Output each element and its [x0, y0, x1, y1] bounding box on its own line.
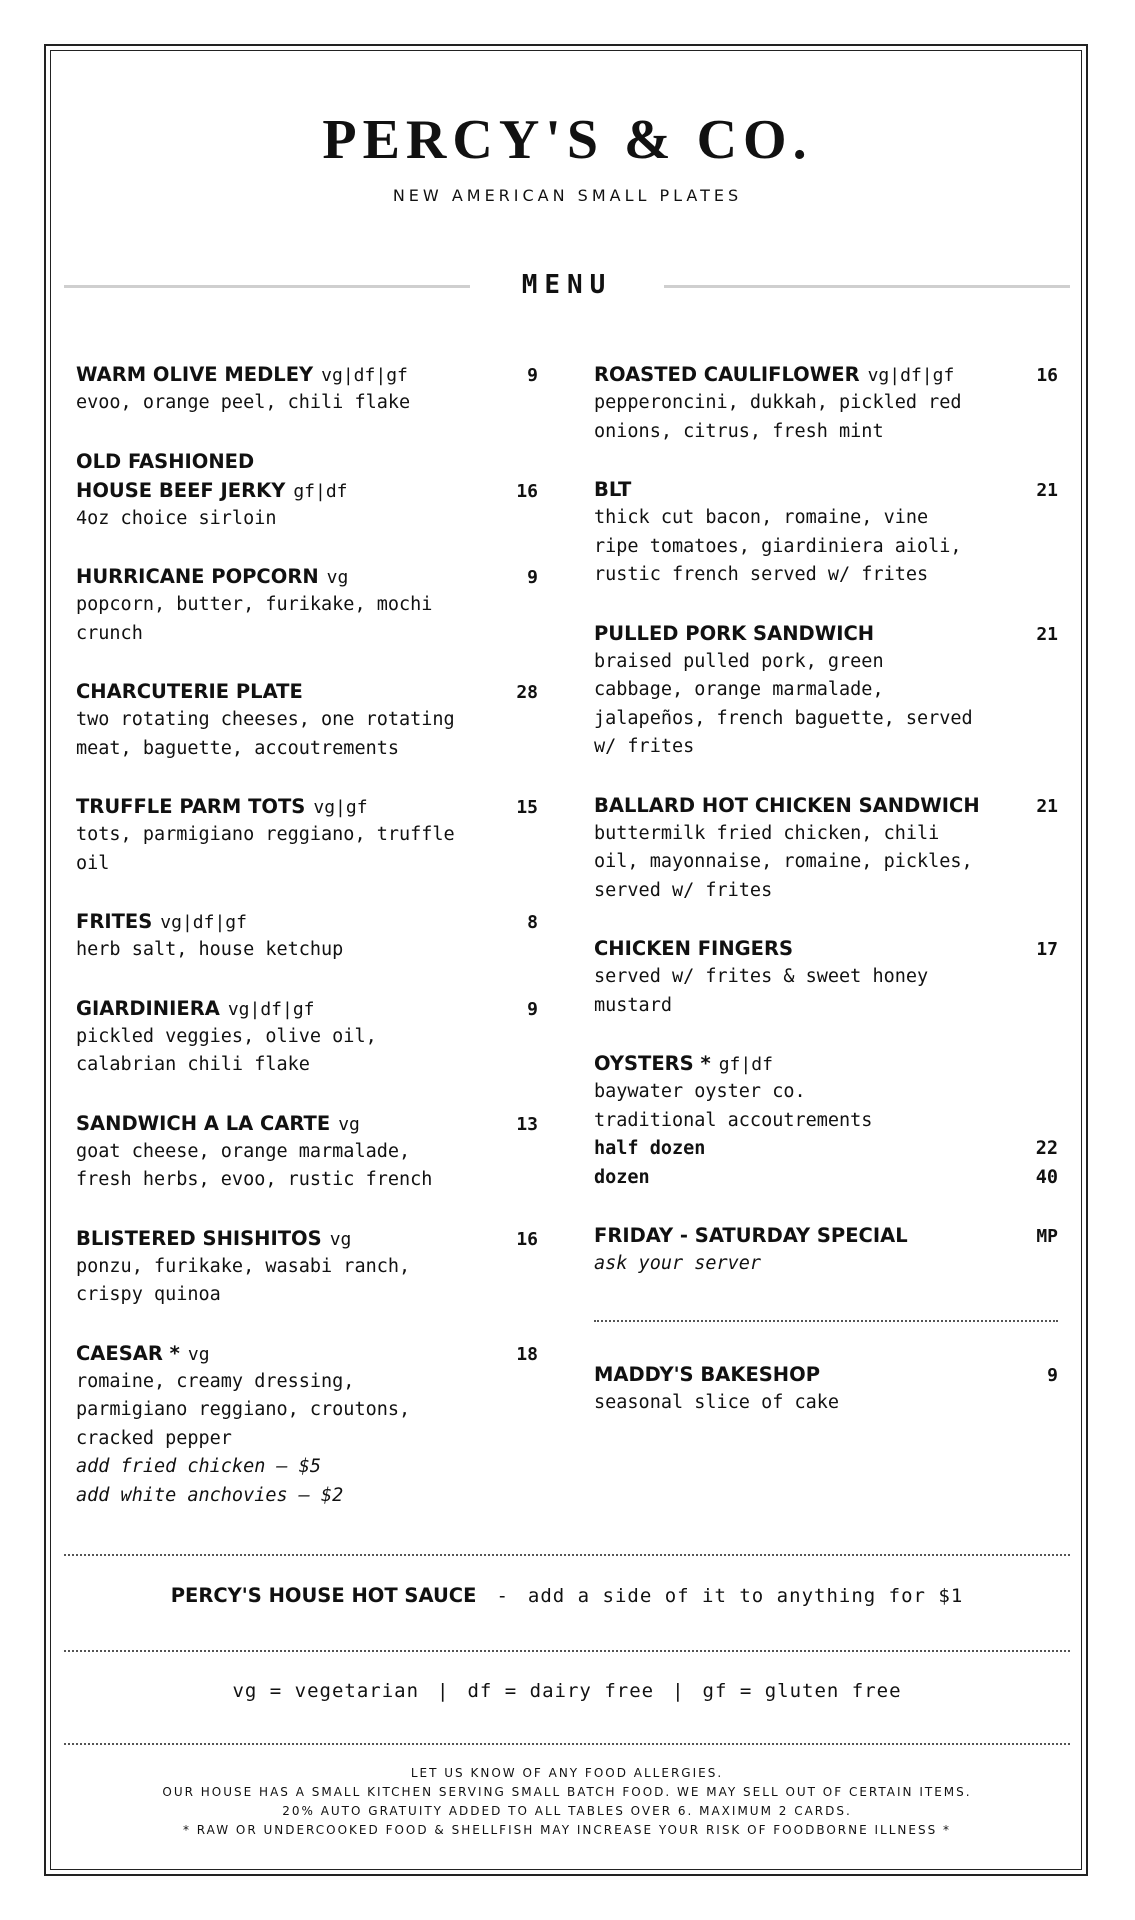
item-price: 16 — [1036, 365, 1058, 386]
item-name: WARM OLIVE MEDLEY vg|df|gf — [76, 363, 408, 386]
item-price: 21 — [1036, 480, 1058, 501]
menu-item — [594, 934, 1058, 1020]
footer-line: * RAW OR UNDERCOOKED FOOD & SHELLFISH MAY INCREASE YOUR RISK OF FOODBORNE ILLNESS * — [182, 1823, 952, 1837]
menu-item — [76, 792, 538, 878]
menu-item — [594, 1360, 1058, 1418]
item-name: ROASTED CAULIFLOWER vg|df|gf — [594, 363, 955, 386]
item-name: CHARCUTERIE PLATE — [76, 680, 303, 703]
hot-sauce-separator: - — [496, 1585, 508, 1607]
item-name: PULLED PORK SANDWICH — [594, 621, 875, 645]
menu-item — [76, 562, 538, 648]
item-price: 15 — [516, 797, 538, 818]
item-description: herb salt, house ketchup — [76, 939, 344, 960]
footer-line: OUR HOUSE HAS A SMALL KITCHEN SERVING SMALL BATCH FOOD. WE MAY SELL OUT OF CERTAIN ITEMS. — [162, 1785, 972, 1799]
menu-item — [594, 1049, 1058, 1192]
menu-item — [594, 619, 1058, 762]
item-name: BLISTERED SHISHITOS vg — [76, 1226, 352, 1250]
legend-separator: | — [672, 1680, 685, 1702]
item-name: SANDWICH A LA CARTE vg — [76, 1111, 360, 1135]
menu-item — [594, 475, 1058, 590]
item-description: thick cut bacon, romaine, vine ripe tomatoes, giardiniera aioli, rustic french served w/ frites — [594, 507, 962, 585]
menu-item — [594, 1221, 1058, 1279]
menu-item — [76, 1109, 538, 1195]
bakeshop-section — [594, 1360, 1058, 1447]
item-name: OYSTERS * gf|df — [594, 1052, 773, 1075]
item-price: 17 — [1036, 939, 1058, 960]
diet-tags: vg — [326, 567, 349, 588]
item-name: HURRICANE POPCORN vg — [76, 565, 349, 588]
item-price: 21 — [1036, 623, 1058, 645]
item-name: FRIDAY - SATURDAY SPECIAL — [594, 1224, 908, 1247]
menu-rule-right — [664, 285, 1070, 288]
menu-item — [76, 1224, 538, 1310]
menu-item — [76, 1339, 538, 1511]
hot-sauce-name: PERCY'S HOUSE HOT SAUCE — [170, 1584, 477, 1607]
menu-title: MENU — [521, 270, 613, 300]
item-price: 8 — [527, 912, 538, 933]
item-price: 21 — [1036, 795, 1058, 817]
item-price: 9 — [527, 567, 538, 588]
item-name: FRITES vg|df|gf — [76, 910, 247, 933]
item-description: 4oz choice sirloin — [76, 507, 277, 529]
diet-tags: vg|df|gf — [321, 365, 408, 386]
item-description: evoo, orange peel, chili flake — [76, 392, 411, 413]
menu-item — [76, 994, 538, 1080]
item-description: pickled veggies, olive oil, calabrian chili flake — [76, 1025, 377, 1075]
hot-sauce-text: add a side of it to anything for $1 — [527, 1585, 964, 1607]
item-price: 16 — [516, 480, 538, 502]
diet-tags: vg|df|gf — [867, 365, 955, 386]
menu-rule-left — [64, 285, 470, 288]
diet-legend — [64, 1680, 1070, 1702]
item-name: CAESAR * vg — [76, 1341, 210, 1365]
menu-item — [594, 360, 1058, 446]
divider — [64, 1650, 1070, 1652]
item-price: 9 — [527, 998, 538, 1020]
diet-tags: vg — [329, 1228, 352, 1250]
item-price: 13 — [516, 1113, 538, 1135]
footer-line: 20% AUTO GRATUITY ADDED TO ALL TABLES OVER 6. MAXIMUM 2 CARDS. — [282, 1804, 852, 1818]
hot-sauce-banner — [64, 1584, 1070, 1607]
item-price: 9 — [1047, 1365, 1058, 1386]
item-name: BLT — [594, 478, 632, 501]
menu-item — [76, 447, 538, 534]
menu-item — [76, 677, 538, 763]
tagline: NEW AMERICAN SMALL PLATES — [392, 186, 743, 205]
special-note: ask your server — [594, 1253, 762, 1274]
item-price: 9 — [527, 365, 538, 386]
item-name: MADDY'S BAKESHOP — [594, 1363, 820, 1386]
item-description: goat cheese, orange marmalade, fresh herbs, evoo, rustic french — [76, 1140, 433, 1190]
menu-item — [594, 791, 1058, 906]
item-name: GIARDINIERA vg|df|gf — [76, 996, 315, 1020]
item-description: baywater oyster co. traditional accoutrements — [594, 1081, 873, 1131]
right-menu-column — [594, 360, 1058, 1308]
item-description: seasonal slice of cake — [594, 1392, 840, 1413]
item-name: CHICKEN FINGERS — [594, 937, 794, 960]
diet-tags: vg|gf — [313, 797, 368, 818]
add-on-note: add fried chicken — $5 — [76, 1456, 322, 1477]
item-price: 28 — [516, 682, 538, 703]
menu-item — [76, 360, 538, 418]
item-name: BALLARD HOT CHICKEN SANDWICH — [594, 793, 980, 817]
menu-item — [76, 907, 538, 965]
legend-gf: gf = gluten free — [702, 1680, 902, 1702]
item-description: pepperoncini, dukkah, pickled red onions, citrus, fresh mint — [594, 392, 962, 442]
item-name: HOUSE BEEF JERKY gf|df — [76, 478, 348, 502]
bakeshop-divider — [594, 1320, 1058, 1322]
item-description: two rotating cheeses, one rotating meat, baguette, accoutrements — [76, 709, 455, 759]
item-description: romaine, creamy dressing, parmigiano reggiano, croutons, cracked pepper — [76, 1370, 411, 1449]
diet-tags: gf|df — [718, 1054, 773, 1075]
item-description: popcorn, butter, furikake, mochi crunch — [76, 594, 433, 644]
item-description: served w/ frites & sweet honey mustard — [594, 966, 929, 1016]
footer-notice — [64, 1764, 1070, 1840]
item-name-line1: OLD FASHIONED — [76, 449, 255, 473]
legend-separator: | — [437, 1680, 450, 1702]
item-name: TRUFFLE PARM TOTS vg|gf — [76, 795, 368, 818]
legend-df: df = dairy free — [467, 1680, 655, 1702]
diet-tags: vg — [338, 1113, 360, 1135]
size-option: dozen 40 — [594, 1166, 1058, 1188]
legend-vg: vg = vegetarian — [232, 1680, 420, 1702]
diet-tags: gf|df — [293, 480, 348, 502]
item-price: 16 — [516, 1228, 538, 1250]
item-price: MP — [1036, 1226, 1058, 1247]
left-menu-column — [76, 360, 538, 1539]
item-description: tots, parmigiano reggiano, truffle oil — [76, 824, 455, 874]
divider — [64, 1743, 1070, 1745]
diet-tags: vg|df|gf — [160, 912, 247, 933]
item-description: buttermilk fried chicken, chili oil, mayonnaise, romaine, pickles, served w/ frites — [594, 822, 973, 901]
diet-tags: vg|df|gf — [227, 998, 315, 1020]
item-description: braised pulled pork, green cabbage, orange marmalade, jalapeños, french baguette, served w/ frites — [594, 650, 973, 757]
add-on-note: add white anchovies — $2 — [76, 1484, 344, 1506]
item-price: 18 — [516, 1343, 538, 1365]
item-description: ponzu, furikake, wasabi ranch, crispy quinoa — [76, 1255, 411, 1305]
footer-line: LET US KNOW OF ANY FOOD ALLERGIES. — [410, 1766, 724, 1780]
size-option: half dozen 22 — [594, 1138, 1058, 1159]
diet-tags: vg — [187, 1343, 210, 1365]
restaurant-name: PERCY'S & CO. — [322, 109, 813, 171]
divider — [64, 1554, 1070, 1556]
